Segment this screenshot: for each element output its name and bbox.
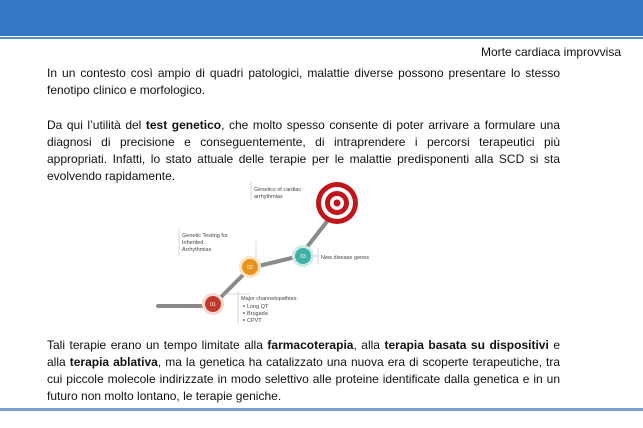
- step-2-marker: [239, 256, 261, 278]
- paragraph-3-bold-dispositivi: terapia basata su dispositivi: [384, 338, 549, 352]
- step-1-label: [238, 292, 298, 324]
- svg-text:New disease genes: New disease genes: [321, 255, 370, 261]
- paragraph-1: In un contesto così ampio di quadri patologici, malattie diverse possono presentare lo stesso fenotipo clinico e morfologico.: [47, 66, 560, 97]
- svg-text:Genetics of cardiac: Genetics of cardiac: [254, 187, 302, 193]
- paragraph-2-bold-test-genetico: test genetico: [145, 118, 222, 132]
- step-3-label: [318, 248, 369, 264]
- header-bar: [0, 0, 643, 36]
- paragraph-2: [47, 117, 560, 185]
- footer-divider: [0, 408, 643, 411]
- svg-text:CPVT: CPVT: [247, 318, 262, 324]
- svg-text:Major channelopathies:: Major channelopathies:: [241, 296, 298, 302]
- step-2-label: [179, 228, 228, 256]
- svg-text:02: 02: [247, 265, 253, 271]
- svg-text:Inherited: Inherited: [182, 240, 204, 246]
- paragraph-3-bold-ablativa: terapia ablativa: [69, 355, 158, 369]
- svg-text:Genetic Testing for: Genetic Testing for: [182, 233, 228, 239]
- genetics-roadmap-figure: [150, 176, 390, 326]
- paragraph-3: [47, 337, 560, 405]
- document-title: Morte cardiaca improvvisa: [480, 45, 621, 59]
- step-1-marker: [202, 293, 224, 315]
- paragraph-2-text-a: Da qui l’utilità del: [47, 118, 146, 132]
- svg-text:03: 03: [300, 254, 306, 260]
- paragraph-3-text-b: , alla: [353, 338, 385, 352]
- svg-text:Brugada: Brugada: [247, 311, 268, 317]
- header-divider: [0, 37, 643, 39]
- svg-text:Long QT: Long QT: [247, 304, 269, 310]
- goal-label: [251, 182, 301, 200]
- svg-text:arrhythmias: arrhythmias: [254, 194, 283, 200]
- svg-text:Arrhythmias: Arrhythmias: [182, 247, 212, 253]
- paragraph-3-text-c: e alla: [47, 338, 560, 369]
- paragraph-2-text-b: , che molto spesso consente di poter arrivare a formulare una diagnosi di precisione e conseguentemente, di intraprendere i percorsi terapeutici più appropriati. Infatti, lo stato attuale delle terapie per le malattie predisponenti alla SCD si sta evolvendo rapidamente.: [47, 118, 560, 183]
- step-3-marker: [292, 245, 314, 267]
- svg-text:01: 01: [210, 302, 216, 308]
- paragraph-3-text-a: Tali terapie erano un tempo limitate alla: [47, 338, 268, 352]
- paragraph-3-text-d: , ma la genetica ha catalizzato una nuova era di scoperte terapeutiche, tra cui piccole molecole indirizzate in modo selettivo alle proteine identificate dalla genetica e in un futuro non molto lontano, le terapie geniche.: [47, 355, 561, 403]
- paragraph-3-bold-farmacoterapia: farmacoterapia: [267, 338, 354, 352]
- target-icon: [316, 182, 358, 224]
